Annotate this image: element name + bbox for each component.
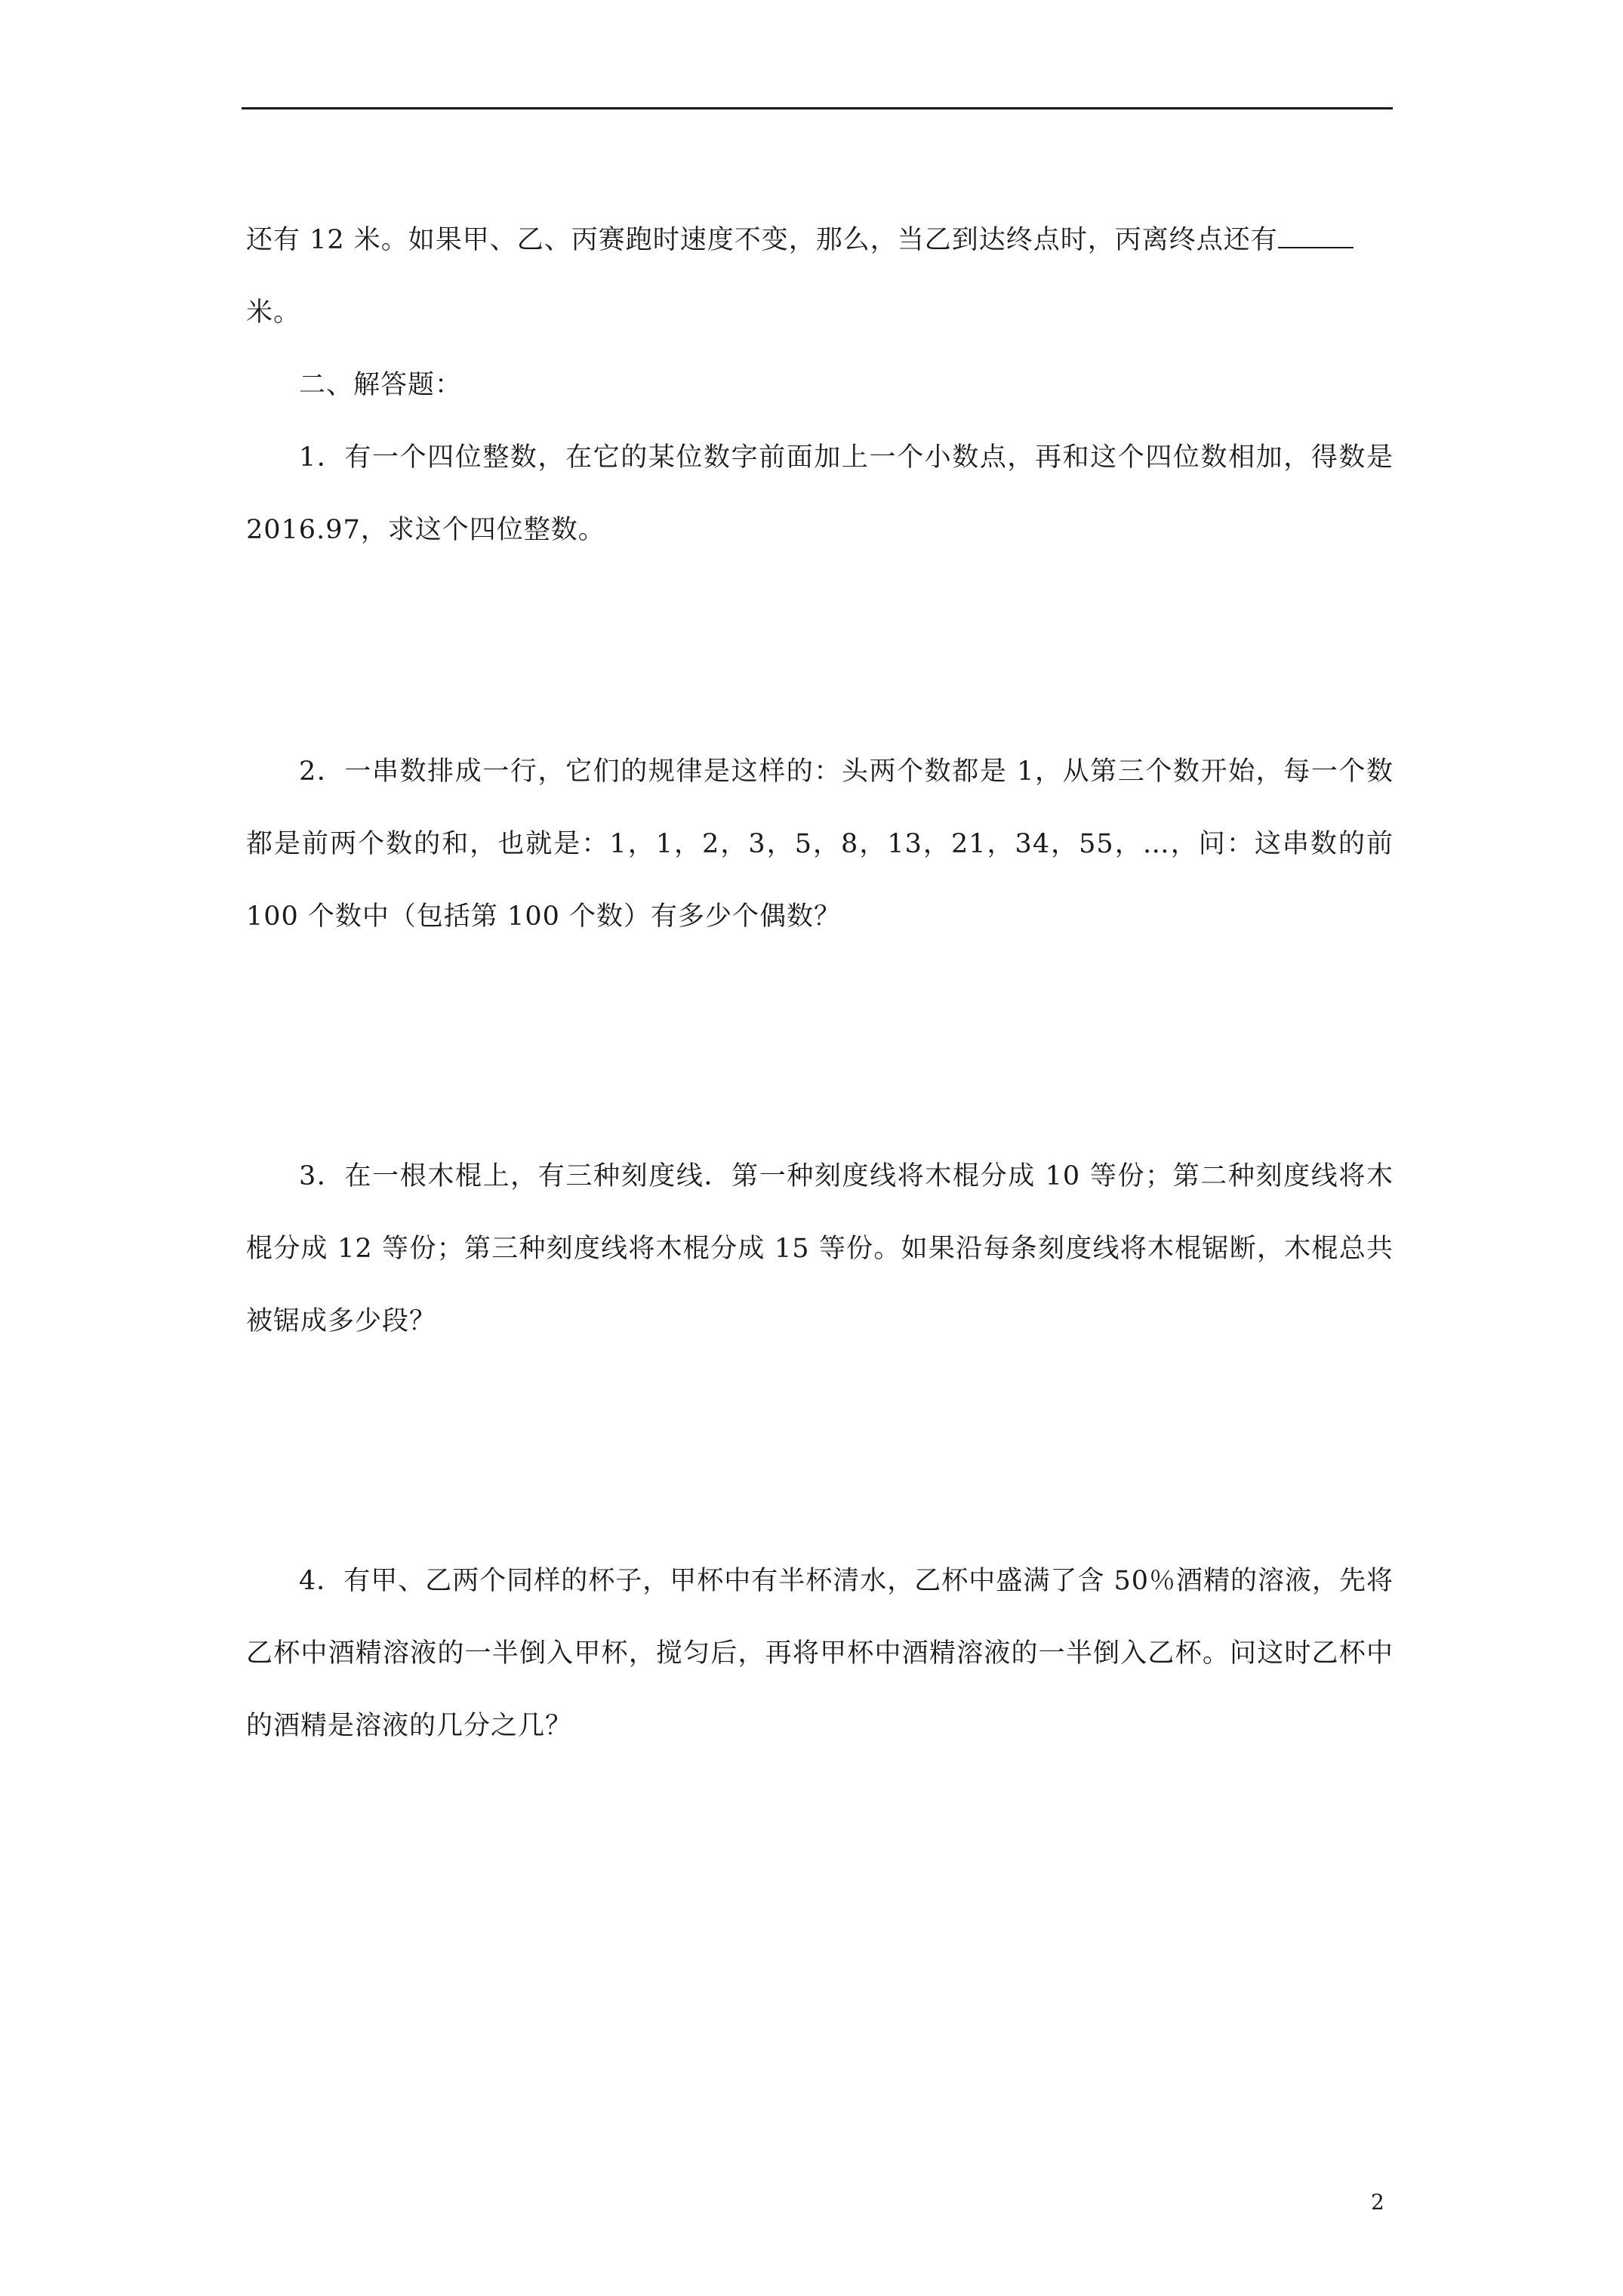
question-1: 1．有一个四位整数，在它的某位数字前面加上一个小数点，再和这个四位数相加，得数是 2016.97，求这个四位整数。 <box>246 442 1394 545</box>
continued-question-line2: 米。 <box>246 297 301 328</box>
question-4: 4．有甲、乙两个同样的杯子，甲杯中有半杯清水，乙杯中盛满了含 50％酒精的溶液，先将乙杯中酒精溶液的一半倒入甲杯，搅匀后，再将甲杯中酒精溶液的一半倒入乙杯。问这时乙杯中的酒精是溶液的几分之几？ <box>246 1566 1394 1741</box>
page-number: 2 <box>1371 2190 1384 2214</box>
document-body <box>246 204 1394 1762</box>
section-heading: 二、解答题： <box>299 370 463 400</box>
question-3: 3．在一根木棍上，有三种刻度线．第一种刻度线将木棍分成 10 等份；第二种刻度线将木棍分成 12 等份；第三种刻度线将木棍分成 15 等份。如果沿每条刻度线将木棍锯断，木棍总共被锯成多少段？ <box>246 1161 1394 1336</box>
question-2: 2．一串数排成一行，它们的规律是这样的：头两个数都是 1，从第三个数开始，每一个数都是前两个数的和，也就是：1，1，2，3，5，8，13，21，34，55，…，问：这串数的前 100 个数中（包括第 100 个数）有多少个偶数？ <box>246 757 1394 932</box>
continued-question-line1: 还有 12 米。如果甲、乙、丙赛跑时速度不变，那么，当乙到达终点时，丙离终点还有 <box>246 225 1278 255</box>
answer-blank <box>1278 226 1354 248</box>
answer-space-1 <box>246 566 1394 735</box>
header-rule <box>242 107 1393 109</box>
continued-question <box>246 204 1394 349</box>
answer-space-2 <box>246 953 1394 1140</box>
answer-space-3 <box>246 1358 1394 1545</box>
